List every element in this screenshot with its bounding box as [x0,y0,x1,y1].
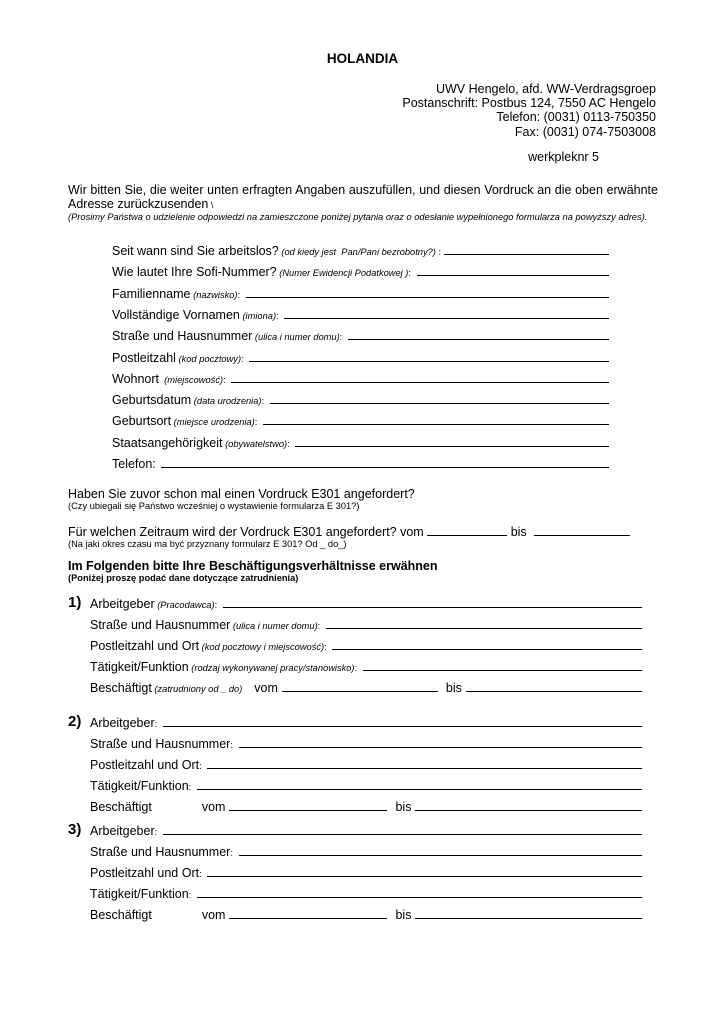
field-line[interactable] [246,286,609,298]
field-line[interactable] [163,715,642,727]
field-line[interactable] [207,757,642,769]
employment-heading [68,559,658,584]
employment-field [90,638,642,653]
field-hint: (ulica i numer domu) [230,621,318,631]
field-label: Arbeitgeber [90,597,155,611]
field-line[interactable] [263,413,609,425]
field-separator: : [276,310,282,321]
field-line[interactable] [239,844,642,856]
field-label: Straße und Hausnummer [90,618,231,632]
field-line[interactable] [270,392,609,404]
field-line[interactable] [231,371,609,383]
address-line: Telefon: (0031) 0113-750350 [496,110,656,125]
address-line: UWV Hengelo, afd. WW-Verdragsgroep [435,82,656,96]
field-separator: : [199,869,205,879]
employment-number: 2) [68,713,82,730]
period-from-field[interactable] [229,907,387,919]
field-label: Geburtsdatum [112,393,192,408]
field-separator: : [199,761,205,771]
field-separator: : [287,438,293,449]
period-label: Beschäftigt [90,908,152,922]
field-label: Arbeitgeber [90,716,155,730]
field-line[interactable] [332,638,642,650]
field-line[interactable] [161,456,609,468]
field-hint: (ulica i numer domu) [252,332,340,343]
employment-field [90,865,642,880]
employment-period [90,907,642,922]
employment-field [90,886,642,901]
intro-text [68,183,658,223]
field-line[interactable] [444,243,609,255]
field-line[interactable] [207,865,642,877]
period-label: Beschäftigt [90,681,152,695]
employment-field [90,596,642,611]
field-separator: : [188,890,194,900]
field-hint: (miejscowość) [159,374,224,385]
field-separator: : [339,332,345,343]
field-separator: : [354,663,360,673]
field-hint: (kod pocztowy i miejscowość) [199,642,325,652]
field-line[interactable] [223,596,642,608]
field-label: Straße und Hausnummer [90,737,231,751]
field-label: Tätigkeit/Funktion [90,660,189,674]
address-line: Postanschrift: Postbus 124, 7550 AC Hengelo [402,96,656,111]
period-from-label: vom [254,681,278,695]
field-label: Familienname [112,286,191,301]
period-to-label: bis [445,681,462,695]
address-line: Fax: (0031) 074-7503008 [514,124,656,139]
period-from-field[interactable] [427,524,507,536]
field-separator: : [317,621,323,631]
period-to-field[interactable] [415,799,642,811]
field-separator [156,460,159,470]
question-pl: (Na jaki okres czasu ma być przyznany formularz E 301? Od _ do_) [68,539,347,549]
period-from-label: vom [201,908,226,922]
period-hint: (zatrudniony od _ do) [151,684,243,694]
field-hint: (rodzaj wykonywanej pracy/stanowisko) [188,663,355,673]
period-from-field[interactable] [229,799,387,811]
field-line[interactable] [197,778,642,790]
field-separator: : [154,827,160,837]
field-separator: : [223,374,229,385]
employment-field [90,617,642,632]
field-separator: : [254,417,260,428]
field-label: Postleitzahl und Ort [90,639,200,653]
field-hint: (nazwisko) [190,289,238,300]
field-separator: : [435,247,442,257]
employment-field [90,715,642,730]
employment-period [90,799,642,814]
field-line[interactable] [163,823,642,835]
question-pl: (Czy ubiegali się Państwo wcześniej o wystawienie formularza E 301?) [68,501,360,511]
field-label: Tätigkeit/Funktion [90,887,189,901]
employment-heading-pl: (Poniżej proszę podać dane dotyczące zatrudnienia) [68,573,299,583]
employment-field [90,736,642,751]
personal-field [112,243,609,258]
field-label: Seit wann sind Sie arbeitslos? [112,244,279,258]
employment-number: 1) [68,594,82,611]
question-de: Für welchen Zeitraum wird der Vordruck E301 angefordert? vom bis [68,524,658,539]
field-label: Wie lautet Ihre Sofi-Nummer? [112,265,277,280]
question-e301-before [68,487,658,512]
field-separator: : [154,719,160,729]
intro-de: Wir bitten Sie, die weiter unten erfragten Angaben auszufüllen, und diesen Vordruck an die oben erwähnte Adresse zurückzusenden \ [68,183,658,211]
document-title: HOLANDIA [326,51,399,66]
period-label: Beschäftigt [90,800,152,814]
employment-period [90,680,642,695]
field-separator: : [237,289,243,300]
period-to-field[interactable] [415,907,642,919]
personal-field [112,413,609,428]
period-to-field[interactable] [534,524,630,536]
personal-field [112,456,609,471]
question-de: Haben Sie zuvor schon mal einen Vordruck E301 angefordert? [68,487,415,501]
field-label: Tätigkeit/Funktion [90,779,189,793]
personal-field [112,371,609,386]
field-line[interactable] [284,307,609,319]
field-hint: (imiona) [239,310,277,321]
employment-field [90,778,642,793]
field-label: Wohnort [112,371,160,386]
werkpleknr: werkpleknr 5 [528,150,599,164]
field-label: Straße und Hausnummer [90,845,231,859]
field-separator: : [408,268,414,279]
personal-field [112,328,609,343]
field-line[interactable] [326,617,642,629]
field-label: Arbeitgeber [90,824,155,838]
intro-pl: (Prosimy Państwa o udzielenie odpowiedzi na zamieszczone poniżej pytania oraz o odesłanie wypełnionego formularza na powyższy adres). [68,212,648,222]
field-label: Staatsangehörigkeit [112,435,223,450]
field-hint: (data urodzenia) [191,396,262,407]
personal-field [112,264,609,279]
field-line[interactable] [249,350,609,362]
field-separator: : [188,782,194,792]
field-label: Straße und Hausnummer [112,329,253,344]
field-separator: : [241,353,247,364]
field-line[interactable] [239,736,642,748]
personal-field [112,286,609,301]
field-line[interactable] [363,659,642,671]
field-separator: : [324,642,330,652]
period-from-field[interactable] [282,680,438,692]
field-separator: : [214,600,220,610]
employment-heading-de: Im Folgenden bitte Ihre Beschäftigungsverhältnisse erwähnen [68,559,438,573]
field-hint: (Numer Ewidencji Podatkowej ) [276,268,409,279]
personal-field [112,350,609,365]
field-label: Postleitzahl und Ort [90,866,200,880]
field-label: Geburtsort [112,414,172,429]
field-label: Postleitzahl und Ort [90,758,200,772]
field-line[interactable] [417,264,609,276]
field-label: Vollständige Vornamen [112,307,240,322]
field-hint: (Pracodawca) [154,600,215,610]
personal-field [112,392,609,407]
employment-field [90,659,642,674]
employment-field [90,844,642,859]
personal-field [112,435,609,450]
field-separator: : [230,848,236,858]
field-label: Telefon: [112,457,156,471]
field-hint: (miejsce urodzenia) [171,417,255,428]
question-e301-period [68,524,658,550]
employment-field [90,823,642,838]
period-to-label: bis [395,908,412,922]
field-hint: (obywatelstwo) [222,438,288,449]
field-hint: (od kiedy jest Pan/Pani bezrobotny?) [278,247,436,257]
recipient-address [402,82,656,139]
field-separator: : [230,740,236,750]
field-line[interactable] [295,435,609,447]
field-label: Postleitzahl [112,350,176,365]
period-to-field[interactable] [466,680,642,692]
field-hint: (kod pocztowy) [175,353,242,364]
personal-field [112,307,609,322]
field-separator: : [261,396,267,407]
employment-number: 3) [68,821,82,838]
period-from-label: vom [201,800,226,814]
field-line[interactable] [348,328,609,340]
field-line[interactable] [197,886,642,898]
employment-field [90,757,642,772]
period-to-label: bis [395,800,412,814]
